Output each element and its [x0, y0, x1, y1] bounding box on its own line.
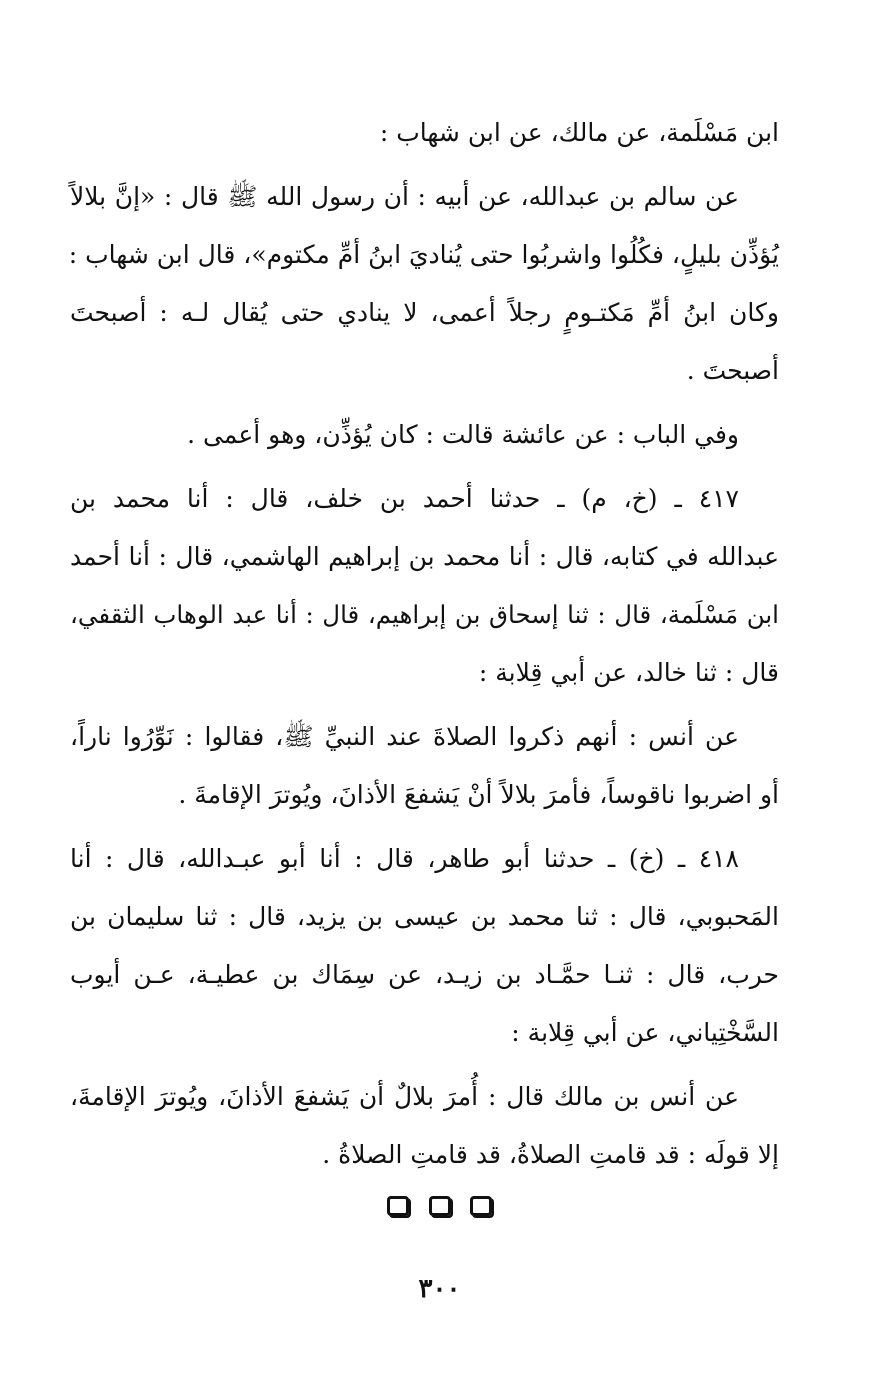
text-line: ٤١٧ ـ (خ، م) ـ حدثنا أحمد بن خلف، قال : أنا محمد بن — [70, 484, 739, 513]
text-line: المَحبوبي، قال : ثنا محمد بن عيسى بن يزيد، قال : ثنا سليمان بن — [70, 902, 779, 931]
text-line: وفي الباب : عن عائشة قالت : كان يُؤذِّن، وهو أعمى . — [187, 420, 739, 449]
text-line: حرب، قال : ثنـا حمَّـاد بن زيـد، عن سِمَاك بن عطيـة، عـن أيوب — [70, 960, 779, 989]
paragraph — [70, 406, 779, 464]
text-line: يُؤذِّن بليلٍ، فكُلُوا واشربُوا حتى يُناديَ ابنُ أمِّ مكتوم»، قال ابن شهاب : — [68, 240, 779, 269]
paragraph — [70, 168, 779, 400]
page-body — [70, 104, 779, 1184]
paragraph — [70, 104, 779, 162]
text-line: إلا قولَه : قد قامتِ الصلاةُ، قد قامتِ الصلاةُ . — [322, 1140, 779, 1169]
square-ornament-icon — [387, 1196, 409, 1216]
paragraph — [70, 470, 779, 702]
text-line: عن أنس : أنهم ذكروا الصلاةَ عند النبيِّ ﷺ، فقالوا : نَوِّرُوا ناراً، — [70, 722, 739, 751]
paragraph — [70, 830, 779, 1062]
square-ornament-icon — [470, 1196, 492, 1216]
page-number: ٣٠٠ — [418, 1274, 461, 1304]
square-ornament-icon — [429, 1196, 451, 1216]
text-line: ابن مَسْلَمة، عن مالك، عن ابن شهاب : — [379, 118, 779, 147]
text-line: عن أنس بن مالك قال : أُمرَ بلالٌ أن يَشفعَ الأذانَ، ويُوترَ الإقامةَ، — [70, 1082, 739, 1111]
text-line: أصبحتَ . — [686, 356, 779, 385]
paragraph — [70, 1068, 779, 1184]
text-line: عن سالم بن عبدالله، عن أبيه : أن رسول الله ﷺ قال : «إنَّ بلالاً — [70, 182, 739, 211]
text-line: وكان ابنُ أمِّ مَكتـومٍ رجلاً أعمى، لا ينادي حتى يُقال لـه : أصبحتَ — [70, 298, 779, 327]
text-line: ٤١٨ ـ (خ) ـ حدثنا أبو طاهر، قال : أنا أبو عبـدالله، قال : أنا — [70, 844, 739, 873]
text-line: السَّخْتِياني، عن أبي قِلابة : — [511, 1018, 779, 1047]
paragraph — [70, 708, 779, 824]
text-line: قال : ثنا خالد، عن أبي قِلابة : — [478, 658, 779, 687]
text-line: عبدالله في كتابه، قال : أنا محمد بن إبراهيم الهاشمي، قال : أنا أحمد — [70, 542, 779, 571]
text-line: أو اضربوا ناقوساً، فأمرَ بلالاً أنْ يَشفعَ الأذانَ، ويُوترَ الإقامةَ . — [178, 780, 779, 809]
text-line: ابن مَسْلَمة، قال : ثنا إسحاق بن إبراهيم، قال : أنا عبد الوهاب الثقفي، — [70, 600, 779, 629]
section-end-ornament — [0, 1196, 879, 1220]
